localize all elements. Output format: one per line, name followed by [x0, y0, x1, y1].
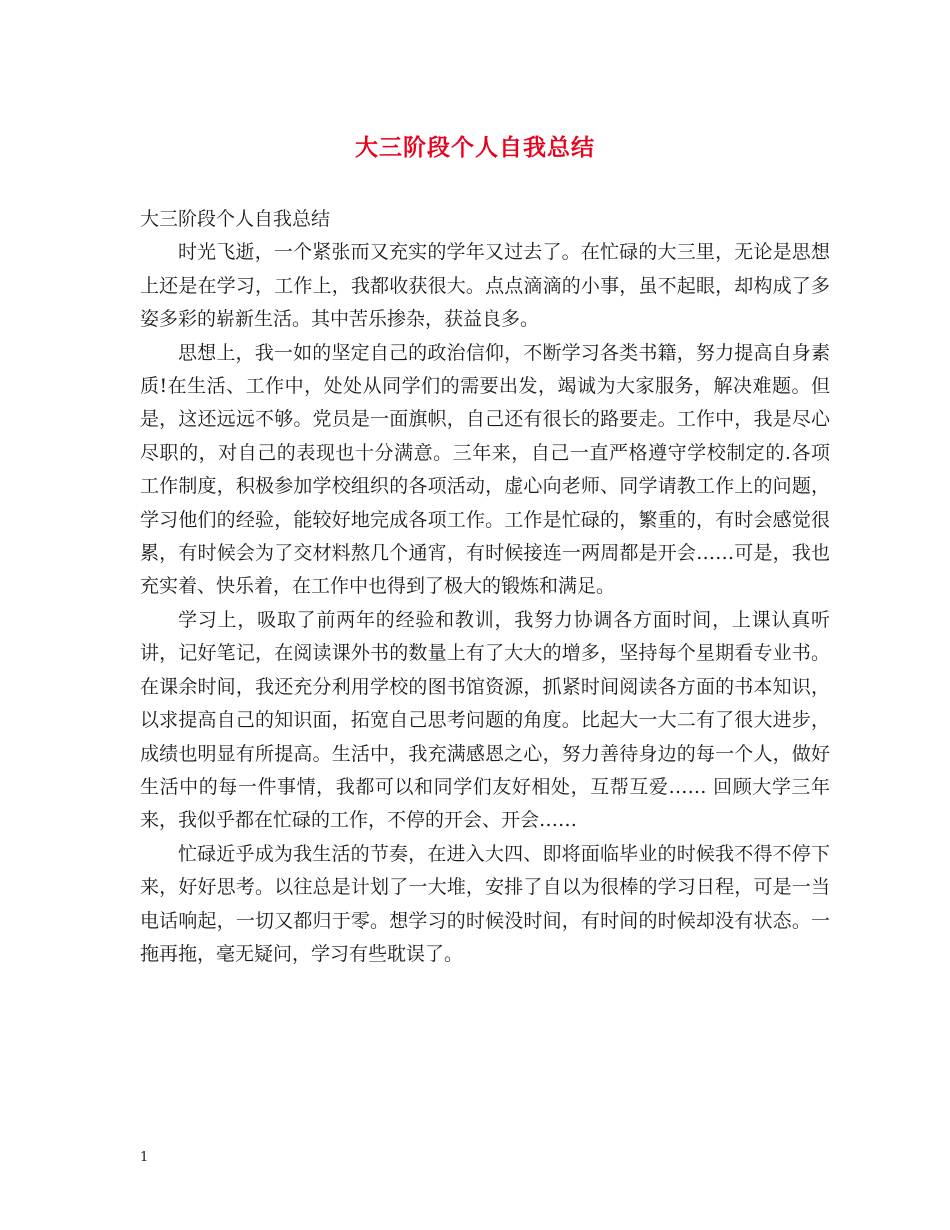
document-title: 大三阶段个人自我总结 — [355, 134, 595, 161]
document-subtitle: 大三阶段个人自我总结 — [140, 208, 331, 230]
page-number: 1 — [140, 1150, 149, 1165]
paragraph-intro: 时光飞逝，一个紧张而又充实的学年又过去了。在忙碌的大三里，无论是思想上还是在学习，工作上，我都收获很大。点点滴滴的小事，虽不起眼，却构成了多姿多彩的崭新生活。其中苦乐掺杂，获益良多。 — [140, 241, 830, 331]
paragraph-reflection: 忙碌近乎成为我生活的节奏，在进入大四、即将面临毕业的时候我不得不停下来，好好思考。以往总是计划了一大堆，安排了自以为很棒的学习日程，可是一当电话响起，一切又都归于零。想学习的时候没时间，有时间的时候却没有状态。一拖再拖，毫无疑问，学习有些耽误了。 — [140, 842, 830, 965]
paragraph-thought-work: 思想上，我一如的坚定自己的政治信仰，不断学习各类书籍，努力提高自身素质!在生活、工作中，处处从同学们的需要出发，竭诚为大家服务，解决难题。但是，这还远远不够。党员是一面旗帜，自己还有很长的路要走。工作中，我是尽心尽职的，对自己的表现也十分满意。三年来，自己一直严格遵守学校制定的.各项工作制度，积极参加学校组织的各项活动，虚心向老师、同学请教工作上的问题，学习他们的经验，能较好地完成各项工作。工作是忙碌的，繁重的，有时会感觉很累，有时候会为了交材料熬几个通宵，有时候接连一两周都是开会……可是，我也充实着、快乐着，在工作中也得到了极大的锻炼和满足。 — [140, 341, 830, 598]
document-body — [140, 203, 830, 971]
paragraph-study-life: 学习上，吸取了前两年的经验和教训，我努力协调各方面时间，上课认真听讲，记好笔记，在阅读课外书的数量上有了大大的增多，坚持每个星期看专业书。在课余时间，我还充分利用学校的图书馆资源，抓紧时间阅读各方面的书本知识，以求提高自己的知识面，拓宽自己思考问题的角度。比起大一大二有了很大进步，成绩也明显有所提高。生活中，我充满感恩之心，努力善待身边的每一个人，做好生活中的每一件事情，我都可以和同学们友好相处，互帮互爱…… 回顾大学三年来，我似乎都在忙碌的工作，不停的开会、开会…… — [140, 608, 830, 832]
